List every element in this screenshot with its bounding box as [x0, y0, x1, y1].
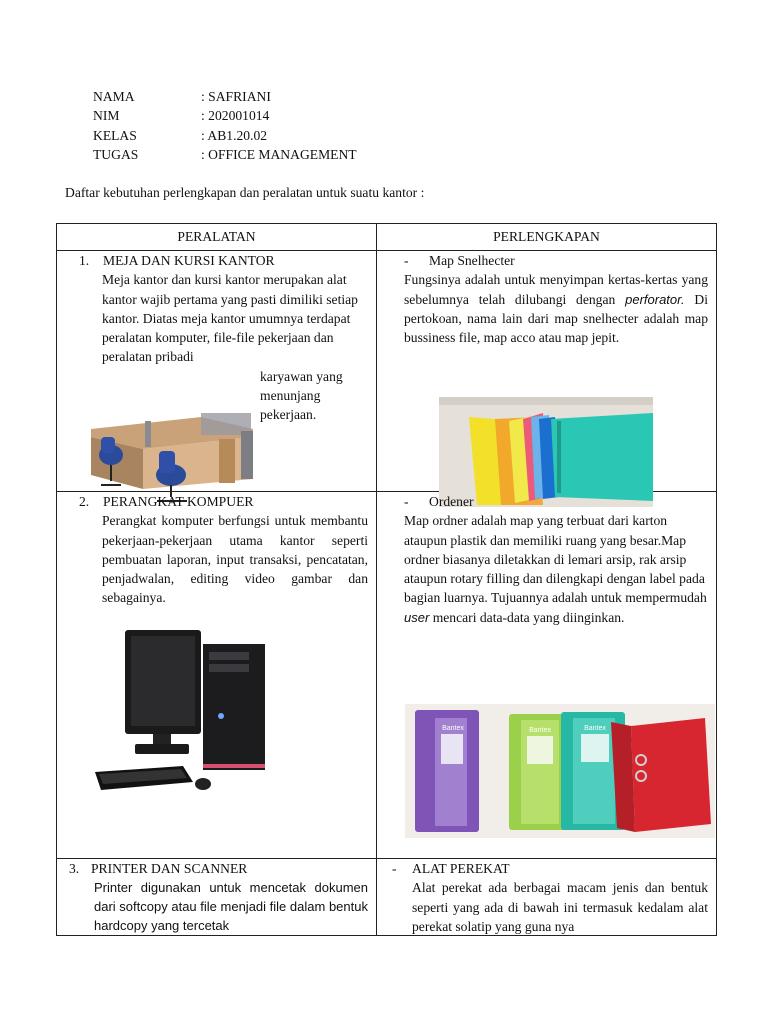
item-heading [377, 492, 716, 511]
intro-text: Daftar kebutuhan perlengkapan dan peralatan untuk suatu kantor : [65, 185, 425, 200]
info-value: : AB1.20.02 [201, 127, 268, 143]
info-row-tugas [93, 145, 357, 164]
column-header-perlengkapan: PERLENGKAPAN [377, 224, 717, 251]
equipment-table [56, 223, 717, 936]
table-header-row [57, 224, 717, 251]
student-info [93, 87, 357, 164]
info-label: KELAS [93, 127, 137, 143]
desc-line: pekerjaan. [260, 407, 317, 423]
item-number: 1. [79, 253, 90, 268]
binder-brand-label: Bantex [442, 725, 464, 732]
info-label: NIM [93, 108, 120, 124]
item-title: PERANGKAT KOMPUER [103, 494, 254, 509]
table-row [57, 859, 717, 936]
right-cell [377, 251, 717, 492]
info-value: : 202001014 [201, 108, 270, 124]
desc-text: Fungsinya adalah untuk menyimpan kertas-kertas yang sebelumnya telah dilubangi dengan [404, 272, 708, 307]
item-heading [57, 492, 376, 511]
left-cell [57, 251, 377, 492]
info-row-kelas [93, 126, 357, 145]
item-heading [377, 859, 716, 878]
binder-brand-label: Bantex [529, 727, 551, 734]
desc-text: Map ordner adalah map yang terbuat dari karton ataupun plastik dan memiliki ruang yang besar.Map ordner biasanya diletakkan di lemari arsip, rak arsip ataupun rotary filling dan dilengkapi dengan label pada bagian luarnya. Tujuannya adalah untuk mempermudah [404, 513, 707, 606]
right-cell [377, 859, 717, 936]
right-cell [377, 492, 717, 859]
item-heading [377, 251, 716, 270]
table-row [57, 492, 717, 859]
desc-italic: user [404, 609, 430, 625]
binder-brand-label: Bantex [584, 725, 606, 732]
desc-line: karyawan yang [260, 368, 343, 384]
item-title: PRINTER DAN SCANNER [91, 861, 248, 876]
item-title: Ordener [429, 494, 474, 509]
item-description [377, 270, 716, 347]
item-heading [57, 859, 376, 878]
item-heading [57, 251, 376, 270]
item-description: Printer digunakan untuk mencetak dokumen dari softcopy atau file menjadi file dalam bentuk hardcopy yang tercetak [94, 880, 368, 934]
info-value: : OFFICE MANAGEMENT [201, 146, 357, 162]
item-title: ALAT PEREKAT [412, 861, 510, 876]
info-label: NAMA [93, 89, 135, 104]
column-header-peralatan: PERALATAN [57, 224, 377, 251]
dash: - [404, 494, 409, 509]
info-label: TUGAS [93, 146, 139, 162]
snelhecter-folders-image [439, 397, 653, 507]
desc-text: mencari data-data yang diinginkan. [432, 609, 625, 625]
info-row-nim [93, 106, 357, 125]
ordner-binders-image [405, 704, 715, 838]
dash: - [392, 861, 397, 876]
table-row [57, 251, 717, 492]
item-description: Meja kantor dan kursi kantor merupakan alat kantor wajib pertama yang pasti dimiliki setiap kantor. Diatas meja kantor umumnya terdapat peralatan komputer, file-file pekerjaan dan peralatan pribadi [102, 272, 358, 365]
desc-line: menunjang [260, 388, 321, 404]
info-row-nama [93, 87, 357, 106]
item-description: Perangkat komputer berfungsi untuk membantu pekerjaan-pekerjaan utama kantor seperti pembuatan laporan, input transaksi, pencatatan, penjadwalan, editing video gambar dan sebagainya. [102, 513, 368, 606]
item-number: 3. [69, 861, 80, 876]
dash: - [404, 253, 409, 268]
desktop-computer-image [91, 624, 297, 806]
item-description: Alat perekat ada berbagai macam jenis dan bentuk seperti yang ada di bawah ini termasuk kedalam alat perekat solatip yang guna nya [412, 880, 708, 934]
item-description [377, 511, 716, 627]
info-value: : SAFRIANI [201, 89, 271, 104]
desc-text: Di pertokoan, nama lain dari map snelhecter adalah map bussiness file, map acco atau map jepit. [404, 291, 708, 346]
left-cell [57, 492, 377, 859]
item-title: MEJA DAN KURSI KANTOR [103, 253, 275, 268]
item-number: 2. [79, 494, 90, 509]
item-title: Map Snelhecter [429, 253, 515, 268]
desc-italic: perforator. [625, 291, 685, 307]
left-cell [57, 859, 377, 936]
